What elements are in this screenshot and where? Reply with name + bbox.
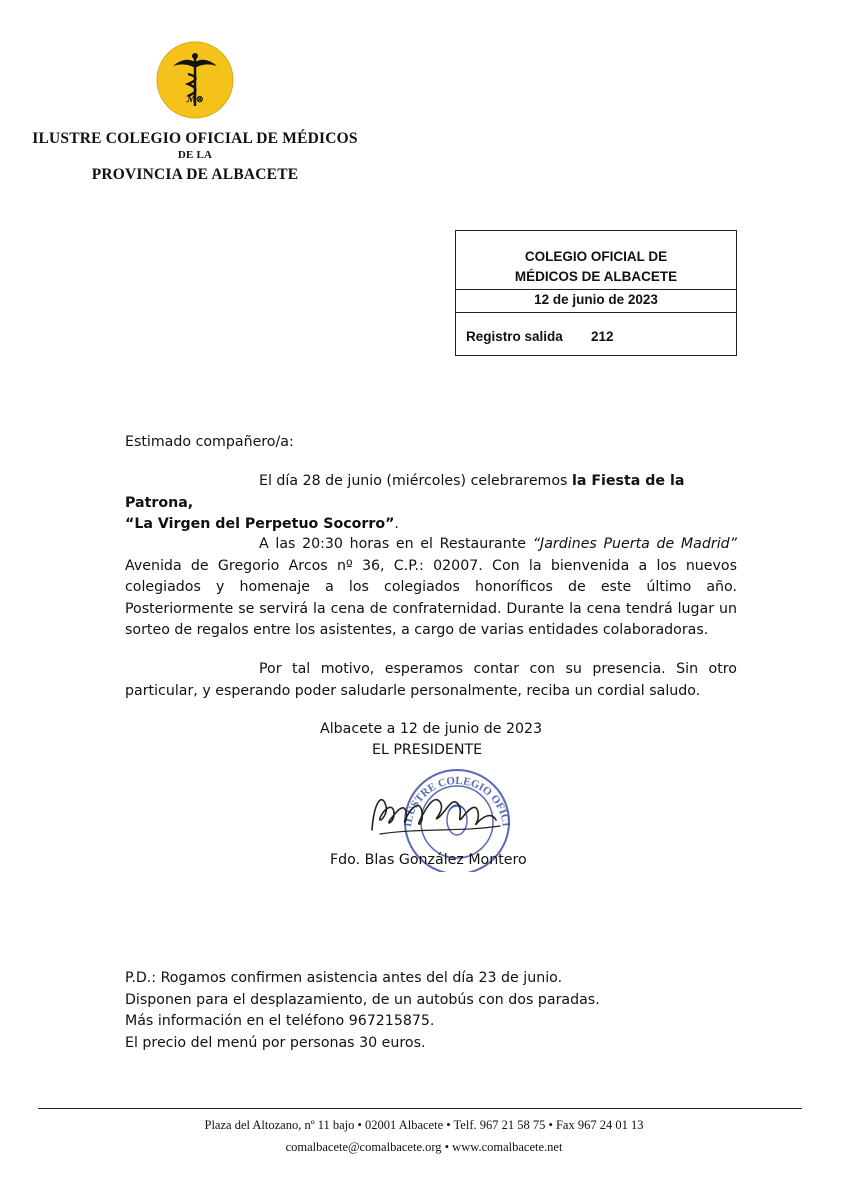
paragraph-2 [125, 534, 737, 642]
place-and-date: Albacete a 12 de junio de 2023 [320, 721, 543, 737]
handwritten-signature [360, 772, 505, 852]
stamp-title-line1: COLEGIO OFICIAL DE [524, 249, 668, 264]
postscript-line: Más información en el teléfono 967215875. [125, 1013, 435, 1029]
signer-name: Fdo. Blas González Montero [330, 852, 527, 868]
postscript-line: P.D.: Rogamos confirmen asistencia antes del día 23 de junio. [125, 970, 563, 986]
college-logo [155, 40, 235, 120]
postscript [125, 968, 600, 1054]
president-label: EL PRESIDENTE [372, 742, 483, 758]
stamp-date: 12 de junio de 2023 [534, 292, 658, 307]
p2-restaurant-name: “Jardines Puerta de Madrid” [532, 536, 737, 552]
paragraph-1 [125, 471, 737, 536]
postscript-line: Disponen para el desplazamiento, de un autobús con dos paradas. [125, 991, 600, 1008]
stamp-registry-label: Registro salida [466, 329, 563, 344]
greeting: Estimado compañero/a: [125, 434, 294, 450]
p1-bold-virgin: “La Virgen del Perpetuo Socorro” [125, 516, 395, 532]
org-name-line3: PROVINCIA DE ALBACETE [91, 166, 299, 183]
footer-address: Plaza del Altozano, nº 11 bajo • 02001 Albacete • Telf. 967 21 58 75 • Fax 967 24 01 13 [204, 1118, 644, 1132]
p1-text: El día 28 de junio (miércoles) celebraremos [259, 473, 572, 489]
p1-end: . [394, 516, 399, 532]
footer-divider [38, 1108, 802, 1109]
p3-text: Por tal motivo, esperamos contar con su presencia. Sin otro particular, y esperando poder saludarle personalmente, reciba un cordial saludo. [125, 661, 737, 699]
p2-rest: Avenida de Gregorio Arcos nº 36, C.P.: 02007. Con la bienvenida a los nuevos colegiados y homenaje a los colegiados honoríficos de este último año. Posteriormente se servirá la cena de confraternidad. Durante la cena tendrá lugar un sorteo de regalos entre los asistentes, a cargo de varias entidades colaboradoras. [125, 557, 737, 638]
stamp-divider [456, 312, 736, 313]
svg-text:ℳ⊗: ℳ⊗ [186, 94, 204, 104]
p1-bold-event: la Fiesta de la Patrona, [125, 473, 685, 511]
seal-text: ILUSTRE COLEGIO OFICI [402, 774, 512, 828]
footer-contact: comalbacete@comalbacete.org • www.comalbacete.net [285, 1140, 563, 1154]
stamp-title-line2: MÉDICOS DE ALBACETE [514, 269, 678, 284]
org-name-line1: ILUSTRE COLEGIO OFICIAL DE MÉDICOS [32, 130, 358, 147]
registry-stamp-box [455, 230, 737, 356]
postscript-line: El precio del menú por personas 30 euros. [125, 1034, 426, 1051]
p2-start: A las 20:30 horas en el Restaurante [259, 536, 533, 552]
stamp-divider [456, 289, 736, 290]
paragraph-3 [125, 659, 737, 702]
org-name-line2: DE LA [177, 149, 213, 161]
stamp-registry-number: 212 [591, 329, 614, 344]
